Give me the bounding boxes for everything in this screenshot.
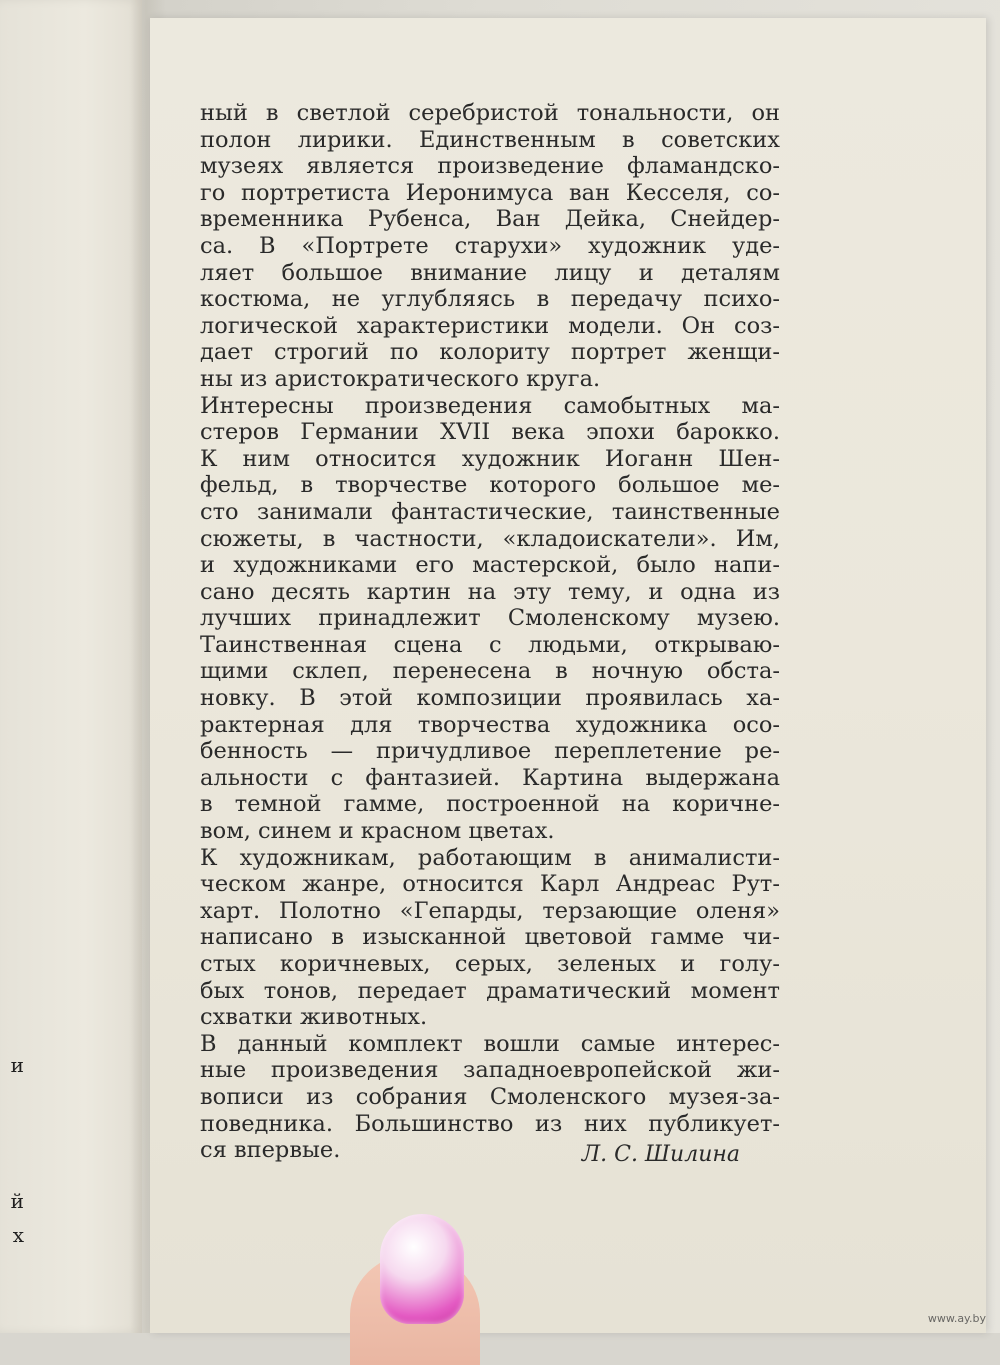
text-line: стых коричневых, серых, зеленых и голу- <box>200 951 780 977</box>
text-line: ный в светлой серебристой тональности, он <box>200 100 780 126</box>
author-signature: Л. С. Шилина <box>581 1142 740 1167</box>
left-edge-fragment <box>0 878 24 912</box>
text-line: написано в изысканной цветовой гамме чи- <box>200 924 780 951</box>
watermark: www.ay.by <box>927 1312 986 1325</box>
text-line: харт. Полотно «Гепарды, терзающие оленя» <box>200 897 780 924</box>
left-edge-fragment <box>0 1116 24 1150</box>
left-edge-fragment: и <box>10 1053 24 1077</box>
text-line: в темной гамме, построенной на коричне- <box>200 791 780 818</box>
text-line: и художниками его мастерской, было напи- <box>200 552 780 579</box>
text-line: схватки животных. <box>200 1004 428 1031</box>
text-line: Таинственная сцена с людьми, открываю- <box>200 631 780 658</box>
text-line: новку. В этой композиции проявилась ха- <box>200 685 780 712</box>
text-line: вом, синем и красном цветах. <box>200 818 555 845</box>
left-edge-fragment <box>0 946 24 980</box>
text-line: альности с фантазией. Картина выдержана <box>200 764 780 791</box>
text-line: сто занимали фантастические, таинственные <box>200 498 780 525</box>
text-line: фельд, в творчестве которого большое ме- <box>200 472 780 499</box>
text-line: бенность — причудливое переплетение ре- <box>200 738 780 765</box>
text-line: стеров Германии XVII века эпохи барокко. <box>200 419 780 446</box>
text-line: сано десять картин на эту тему, и одна из <box>200 578 780 605</box>
text-line: ческом жанре, относится Карл Андреас Рут- <box>200 871 780 898</box>
text-line: лучших принадлежит Смоленскому музею. <box>200 605 780 632</box>
left-page <box>0 0 142 1333</box>
text-line: са. В «Портрете старухи» художник уде- <box>200 232 780 259</box>
left-edge-fragment <box>0 1014 24 1048</box>
text-line: щими склеп, перенесена в ночную обста- <box>200 658 780 685</box>
text-line: бых тонов, передает драматический момент <box>200 977 780 1004</box>
text-line: дает строгий по колориту портрет женщи- <box>200 339 780 366</box>
left-edge-fragment <box>0 1252 24 1286</box>
text-line: ны из аристократического круга. <box>200 365 601 392</box>
text-line: К художникам, работающим в анималисти- <box>200 844 780 871</box>
left-edge-fragment <box>0 912 24 946</box>
text-line: полон лирики. Единственным в советских <box>200 126 780 153</box>
text-line: логической характеристики модели. Он соз- <box>200 312 780 339</box>
text-line: сюжеты, в частности, «кладоискатели». Им, <box>200 525 780 552</box>
text-line: К ним относится художник Иоганн Шен- <box>200 445 780 472</box>
left-edge-fragment <box>0 810 24 844</box>
left-edge-fragment: х <box>12 1223 24 1247</box>
text-line: костюма, не углубляясь в передачу психо- <box>200 286 780 313</box>
text-line: рактерная для творчества художника осо- <box>200 711 780 738</box>
text-line: временника Рубенса, Ван Дейка, Снейдер- <box>200 206 780 233</box>
text-line: ся впервые. <box>200 1137 341 1164</box>
left-page-edge-text <box>0 810 24 1286</box>
text-line: поведника. Большинство из них публикует- <box>200 1110 780 1137</box>
text-line: вописи из собрания Смоленского музея-за- <box>200 1083 780 1110</box>
left-edge-fragment <box>0 1150 24 1184</box>
text-line: В данный комплект вошли самые интерес- <box>200 1030 780 1057</box>
left-edge-fragment <box>0 980 24 1014</box>
text-line: Интересны произведения самобытных ма- <box>200 392 780 419</box>
text-line: музеях является произведение фламандско- <box>200 153 780 180</box>
text-line: го портретиста Иеронимуса ван Кесселя, со- <box>200 179 780 206</box>
left-edge-fragment <box>0 844 24 878</box>
left-edge-fragment: й <box>10 1189 24 1213</box>
painted-fingernail <box>380 1214 464 1324</box>
left-edge-fragment <box>0 1082 24 1116</box>
text-line: ные произведения западноевропейской жи- <box>200 1057 780 1084</box>
text-line: ляет большое внимание лицу и деталям <box>200 259 780 286</box>
article-text <box>200 100 780 1164</box>
